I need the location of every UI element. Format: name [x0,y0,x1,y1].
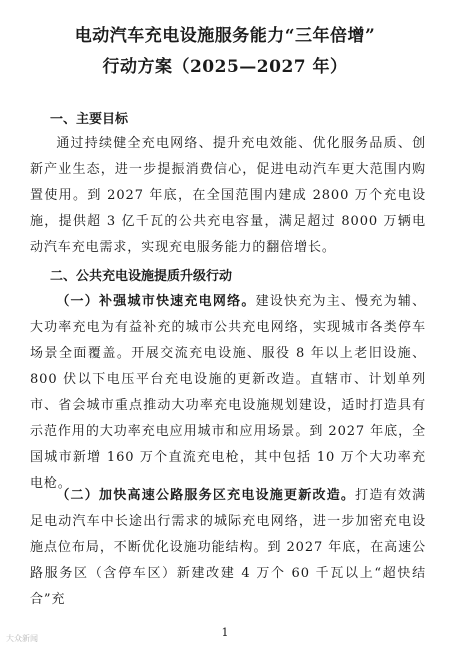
document-title-line2: 行动方案（2025—2027 年） [102,57,348,77]
subsection2-paragraph [30,483,426,613]
subsection1-label: （一）补强城市快速充电网络。 [56,294,256,309]
section1-paragraph-text: 通过持续健全充电网络、提升充电效能、优化服务品质、创新产业生态，进一步提振消费信心，促进电动汽车更大范围内购置使用。到 2027 年底，在全国范围内建成 2800 万个充电设施，提供超 3 亿千瓦的公共充电容量，满足超过 8000 万辆电动汽车充电需求，实现充电服务能力的翻倍增长。 [30,136,426,255]
subsection2-label: （二）加快高速公路服务区充电设施更新改造。 [56,488,356,503]
section1-paragraph [30,131,426,261]
watermark-logo: 大众新闻 [6,634,38,643]
section1-heading: 一、主要目标 [50,112,129,127]
section2-heading: 二、公共充电设施提质升级行动 [50,269,233,284]
subsection2-text: 打造有效满足电动汽车中长途出行需求的城际充电网络，进一步加密充电设施点位布局，不断优化设施功能结构。到 2027 年底，在高速公路服务区（含停车区）新建改建 4 万个 60 千瓦以上“超快结合”充 [30,488,426,607]
document-title-line1: 电动汽车充电设施服务能力“三年倍增” [74,26,376,46]
subsection1-paragraph [30,289,426,497]
subsection1-text: 建设快充为主、慢充为辅、大功率充电为有益补充的城市公共充电网络，实现城市各类停车场景全面覆盖。开展交流充电设施、服役 8 年以上老旧设施、800 伏以下电压平台充电设施的更新改造。直辖市、计划单列市、省会城市重点推动大功率充电设施规划建设，适时打造具有示范作用的大功率充电应用城市和应用场景。到 2027 年底，全国城市新增 160 万个直流充电枪，其中包括 10 万个大功率充电枪。 [30,294,426,491]
page-number: 1 [221,626,229,639]
